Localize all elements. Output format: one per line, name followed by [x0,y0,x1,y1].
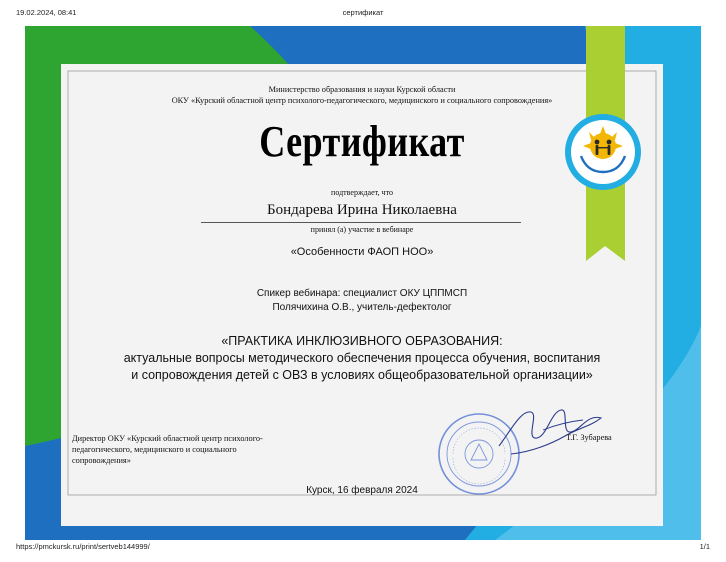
city-date: Курск, 16 февраля 2024 [306,485,418,496]
print-header [16,8,710,20]
organization-name: ОКУ «Курский областной центр психолого-педагогического, медицинского и социального сопровождения» [171,96,553,105]
recipient-name: Бондарева Ирина Николаевна [267,202,457,218]
print-url: https://pmckursk.ru/print/sertveb144999/ [16,542,150,551]
topic-line-3: и сопровождения детей с ОВЗ в условиях общеобразовательной организации» [131,368,593,382]
print-date: 19.02.2024, 08:41 [16,8,77,17]
page-number: 1/1 [699,542,710,551]
director-title: Директор ОКУ «Курский областной центр психолого-педагогического, медицинского и социального сопровождения» [72,434,263,465]
topic-line-1: «ПРАКТИКА ИНКЛЮЗИВНОГО ОБРАЗОВАНИЯ: [221,334,503,348]
organization-logo [563,112,643,192]
speaker-block [61,287,663,315]
topic-block [61,333,663,384]
signer-name: Т.Г. Зубарева [566,433,612,442]
header-text [61,84,663,106]
name-underline [201,222,521,223]
certificate [25,26,701,540]
print-footer [16,542,710,554]
speaker-line-2: Полячихина О.В., учитель-дефектолог [272,302,452,313]
confirms-text: подтверждает, что [331,188,393,197]
participation-text: принял (а) участие в вебинаре [310,225,414,234]
topic-line-2: актуальные вопросы методического обеспечения процесса обучения, воспитания [123,351,601,365]
print-title: сертификат [342,8,384,17]
signature [491,400,611,460]
webinar-name: «Особенности ФАОП НОО» [290,246,434,258]
ministry-name: Министерство образования и науки Курской области [268,85,456,94]
certificate-title: Сертификат [259,117,465,166]
speaker-line-1: Спикер вебинара: специалист ОКУ ЦППМСП [256,288,468,299]
